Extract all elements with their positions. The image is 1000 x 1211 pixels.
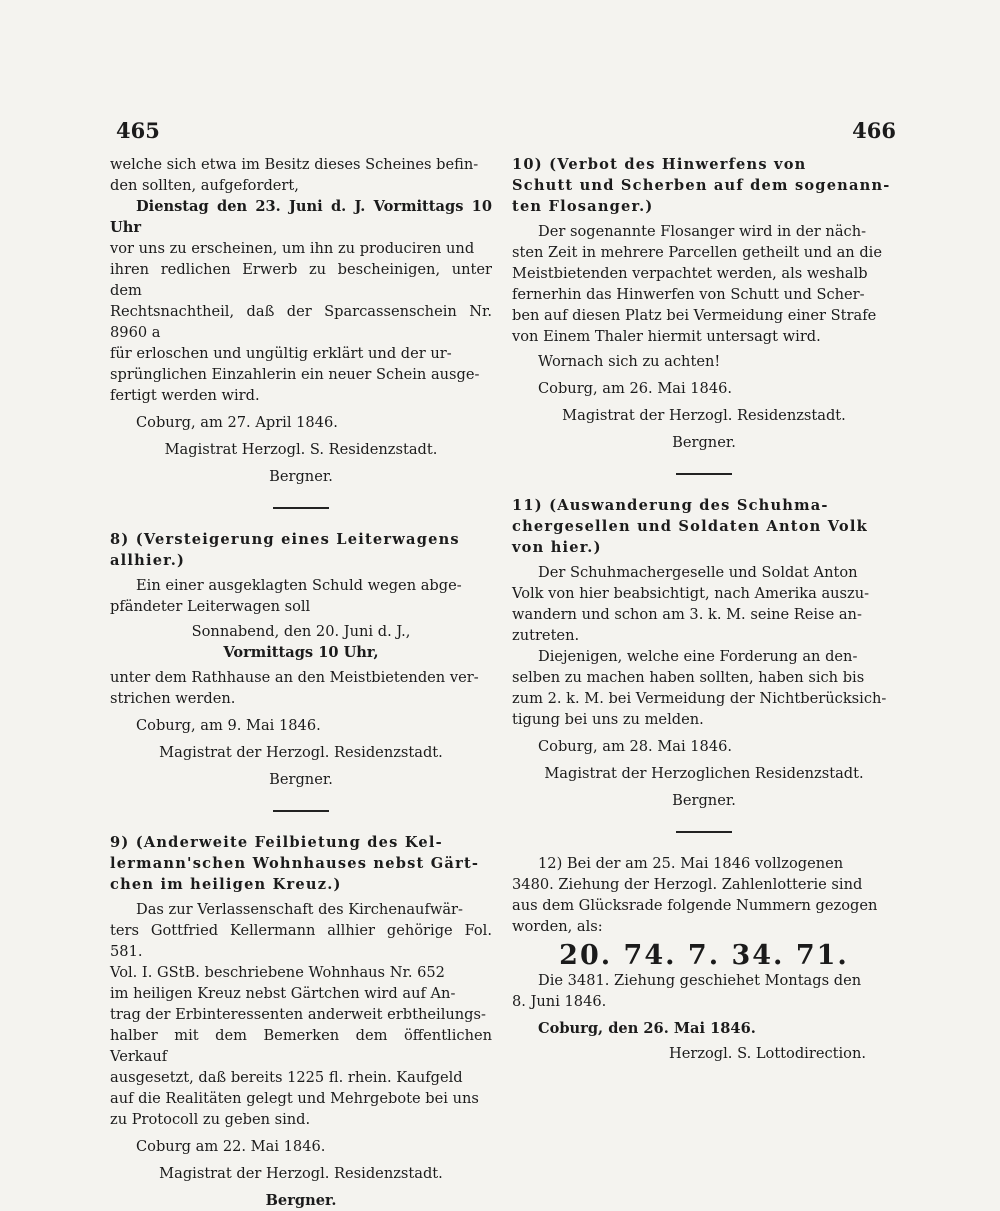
text-line: Ein einer ausgeklagten Schuld wegen abge- (136, 577, 462, 594)
text-line: sten Zeit in mehrere Parcellen getheilt und an die (512, 244, 882, 261)
notice-date: Coburg, am 27. April 1846. (136, 414, 338, 431)
section-divider (273, 507, 329, 509)
right-column (512, 154, 896, 1064)
text-line: wandern und schon am 3. k. M. seine Reise an- (512, 606, 862, 623)
text-line: Der sogenannte Flosanger wird in der näch- (538, 223, 867, 240)
notice-signer: Bergner. (672, 792, 736, 809)
text-line: fertigt werden wird. (110, 387, 260, 404)
text-line: Die 3481. Ziehung geschiehet Montags den (538, 972, 862, 989)
notice-heading: Schutt und Scherben auf dem sogenann- (512, 177, 891, 194)
page-number-right: 466 (852, 118, 896, 143)
text-line: Der Schuhmachergeselle und Soldat Anton (538, 564, 858, 581)
text-line: sprünglichen Einzahlerin ein neuer Schein ausge- (110, 366, 480, 383)
text-line: selben zu machen haben sollten, haben sich bis (512, 669, 865, 686)
notice-date: Coburg, am 28. Mai 1846. (538, 738, 733, 755)
text-line: Vol. I. GStB. beschriebene Wohnhaus Nr. 652 (110, 964, 445, 981)
notice-12 (512, 853, 896, 1064)
text-line: vor uns zu erscheinen, um ihn zu produciren und (110, 240, 475, 257)
notice-authority: Herzogl. S. Lottodirection. (668, 1045, 866, 1062)
notice-heading: 10) (Verbot des Hinwerfens von (512, 156, 807, 173)
notice-8 (110, 529, 492, 790)
text-line: tigung bei uns zu melden. (512, 711, 704, 728)
text-line: strichen werden. (110, 690, 236, 707)
text-line: Diejenigen, welche eine Forderung an den- (538, 648, 858, 665)
text-line: Rechtsnachtheil, daß der Sparcassenschein Nr. 8960 a (110, 303, 492, 341)
text-line: fernerhin das Hinwerfen von Schutt und Scher- (512, 286, 865, 303)
text-line: 12) Bei der am 25. Mai 1846 vollzogenen (538, 855, 844, 872)
text-line: ihren redlichen Erwerb zu bescheinigen, unter dem (110, 261, 492, 299)
text-line: von Einem Thaler hiermit untersagt wird. (512, 328, 821, 345)
text-line: zum 2. k. M. bei Vermeidung der Nichtberücksich- (512, 690, 887, 707)
notice-authority: Magistrat der Herzogl. Residenzstadt. (562, 407, 846, 424)
notice-authority: Magistrat der Herzogl. Residenzstadt. (159, 1165, 443, 1182)
notice-authority: Magistrat der Herzoglichen Residenzstadt. (544, 765, 864, 782)
notice-heading: 11) (Auswanderung des Schuhma- (512, 497, 829, 514)
notice-signer: Bergner. (265, 1192, 337, 1209)
notice-date: Coburg, den 26. Mai 1846. (538, 1020, 756, 1037)
lottery-numbers: 20. 74. 7. 34. 71. (559, 940, 849, 971)
text-line: Das zur Verlassenschaft des Kirchenaufwär- (136, 901, 463, 918)
notice-heading: chergesellen und Soldaten Anton Volk (512, 518, 868, 535)
notice-authority: Magistrat Herzogl. S. Residenzstadt. (164, 441, 438, 458)
text-line: trag der Erbinteressenten anderweit erbtheilungs- (110, 1006, 486, 1023)
notice-signer: Bergner. (269, 468, 333, 485)
section-divider (273, 810, 329, 812)
notice-heading: chen im heiligen Kreuz.) (110, 876, 342, 893)
notice-date: Coburg, am 9. Mai 1846. (136, 717, 321, 734)
notice-authority: Magistrat der Herzogl. Residenzstadt. (159, 744, 443, 761)
text-line: zu Protocoll zu geben sind. (110, 1111, 311, 1128)
section-divider (676, 473, 732, 475)
notice-note: Wornach sich zu achten! (538, 353, 721, 370)
text-line: ausgesetzt, daß bereits 1225 fl. rhein. Kaufgeld (110, 1069, 463, 1086)
notice-heading: 9) (Anderweite Feilbietung des Kel- (110, 834, 443, 851)
text-line: Vormittags 10 Uhr, (223, 644, 379, 661)
section-divider (676, 831, 732, 833)
text-line: aus dem Glücksrade folgende Nummern gezogen (512, 897, 878, 914)
text-line: Sonnabend, den 20. Juni d. J., (191, 623, 411, 640)
notice-signer: Bergner. (672, 434, 736, 451)
text-line: unter dem Rathhause an den Meistbietenden ver- (110, 669, 479, 686)
notice-continuation (110, 154, 492, 487)
text-line: ters Gottfried Kellermann allhier gehörige Fol. 581. (110, 922, 492, 960)
text-line: welche sich etwa im Besitz dieses Scheines befin- (110, 156, 479, 173)
page-number-left: 465 (116, 118, 160, 143)
text-line: halber mit dem Bemerken dem öffentlichen Verkauf (110, 1027, 492, 1065)
text-line: auf die Realitäten gelegt und Mehrgebote bei uns (110, 1090, 479, 1107)
text-line: ben auf diesen Platz bei Vermeidung einer Strafe (512, 307, 877, 324)
notice-date: Coburg, am 26. Mai 1846. (538, 380, 733, 397)
notice-10 (512, 154, 896, 453)
notice-signer: Bergner. (269, 771, 333, 788)
text-line: Meistbietenden verpachtet werden, als weshalb (512, 265, 868, 282)
text-line: Dienstag den 23. Juni d. J. Vormittags 10 Uhr (110, 198, 492, 236)
text-line: zutreten. (512, 627, 580, 644)
text-line: für erloschen und ungültig erklärt und der ur- (110, 345, 452, 362)
text-line: pfändeter Leiterwagen soll (110, 598, 311, 615)
text-line: Volk von hier beabsichtigt, nach Amerika auszu- (512, 585, 870, 602)
notice-heading: 8) (Versteigerung eines Leiterwagens (110, 531, 460, 548)
notice-heading: lermann'schen Wohnhauses nebst Gärt- (110, 855, 480, 872)
notice-11 (512, 495, 896, 811)
text-line: 3480. Ziehung der Herzogl. Zahlenlotterie sind (512, 876, 863, 893)
notice-heading: ten Flosanger.) (512, 198, 654, 215)
text-line: 8. Juni 1846. (512, 993, 607, 1010)
notice-date: Coburg am 22. Mai 1846. (136, 1138, 326, 1155)
notice-9 (110, 832, 492, 1211)
left-column (110, 154, 492, 1211)
notice-heading: von hier.) (512, 539, 602, 556)
text-line: im heiligen Kreuz nebst Gärtchen wird auf An- (110, 985, 456, 1002)
notice-heading: allhier.) (110, 552, 186, 569)
text-line: worden, als: (512, 918, 603, 935)
text-line: den sollten, aufgefordert, (110, 177, 299, 194)
